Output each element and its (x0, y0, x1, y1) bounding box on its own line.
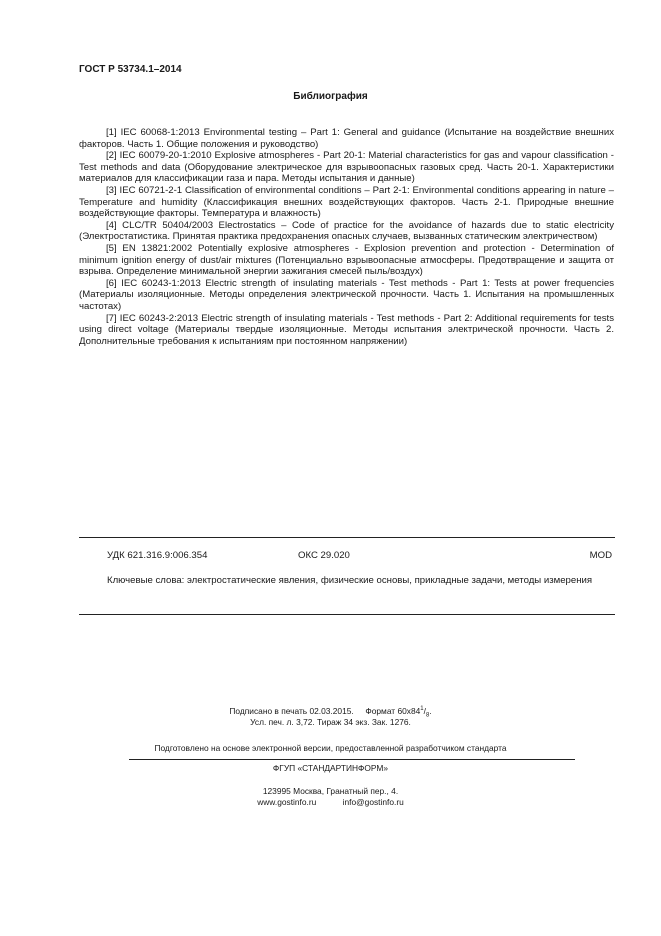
signed-line: Подписано в печать 02.03.2015. Формат $60x84^1/_8$. (229, 706, 432, 719)
bibliography-entry: [6] IEC 60243-1:2013 Electric strength of insulating materials - Test methods - Part 1: Tests at power frequencies (Материалы изоляционные. Методы определения электрической прочности. Часть 1. Испытания на промышленных частотах) (79, 277, 614, 312)
format-numerator: 1 (420, 706, 424, 713)
top-divider (79, 537, 615, 538)
email-link[interactable]: info@gostinfo.ru (342, 797, 404, 807)
keywords: Ключевые слова: электростатические явления, физические основы, прикладные задачи, методы измерения (107, 575, 593, 586)
bibliography-list (79, 127, 614, 347)
format-label: Формат 60x84 (365, 706, 421, 716)
standard-id: ГОСТ Р 53734.1–2014 (79, 64, 182, 75)
bibliography-title: Библиография (293, 91, 368, 102)
contact-links (0, 797, 661, 807)
format-denominator: 8 (425, 712, 430, 719)
bibliography-entry: [1] IEC 60068-1:2013 Environmental testing – Part 1: General and guidance (Испытание на воздействие внешних факторов. Часть 1. Общие положения и руководство) (79, 127, 614, 150)
bibliography-entry: [2] IEC 60079-20-1:2010 Explosive atmospheres - Part 20-1: Material characteristics for gas and vapour classification - Test methods and data (Оборудование электрическое для взрывоопасных газовых сред. Часть 20-1. Характеристики материалов для классификации газа и пара. Методы испытания и данные) (79, 150, 614, 185)
mod-label: MOD (589, 550, 612, 561)
address: 123995 Москва, Гранатный пер., 4. (262, 786, 399, 796)
bibliography-entry: [3] IEC 60721-2-1 Classification of environmental conditions – Part 2-1: Environmental conditions appearing in nature – Temperature and humidity (Классификация внешних воздействующих факторов. Часть 2-1. Природные внешние воздействующие факторы. Температура и влажность) (79, 184, 614, 220)
website-link[interactable]: www.gostinfo.ru (257, 797, 317, 807)
print-info: Усл. печ. л. 3,72. Тираж 34 экз. Зак. 1276. (250, 717, 411, 727)
bibliography-entry: [5] EN 13821:2002 Potentially explosive atmospheres - Explosion prevention and protection - Determination of minimum ignition energy of dust/air mixtures (Потенциально взрывоопасные атмосферы. Предотвращение и защита от взрыва. Определение минимальной энергии зажигания смесей пыль/воздух) (79, 242, 614, 278)
bibliography-entry: [7] IEC 60243-2:2013 Electric strength of insulating materials - Test methods - Part 2: Additional requirements for tests using direct voltage (Материалы твердые изоляционные. Методы испытания электрической прочности. Часть 2. Дополнительные требования к испытаниям при постоянном напряжении) (79, 312, 614, 347)
signed-date: Подписано в печать 02.03.2015. (229, 706, 354, 716)
bottom-divider (79, 614, 615, 615)
prepared-note: Подготовлено на основе электронной версии, предоставленной разработчиком стандарта (154, 743, 507, 753)
classification-row (107, 550, 612, 564)
udc-code: УДК 621.316.9:006.354 (107, 550, 208, 561)
oks-code: ОКС 29.020 (298, 550, 350, 561)
imprint-divider (129, 759, 575, 760)
publisher: ФГУП «СТАНДАРТИНФОРМ» (272, 763, 389, 773)
bibliography-entry: [4] CLC/TR 50404/2003 Electrostatics – Code of practice for the avoidance of hazards due to static electricity (Электростатистика. Принятая практика предохранения опасных случаев, вызванных статическим электричеством) (79, 219, 614, 243)
